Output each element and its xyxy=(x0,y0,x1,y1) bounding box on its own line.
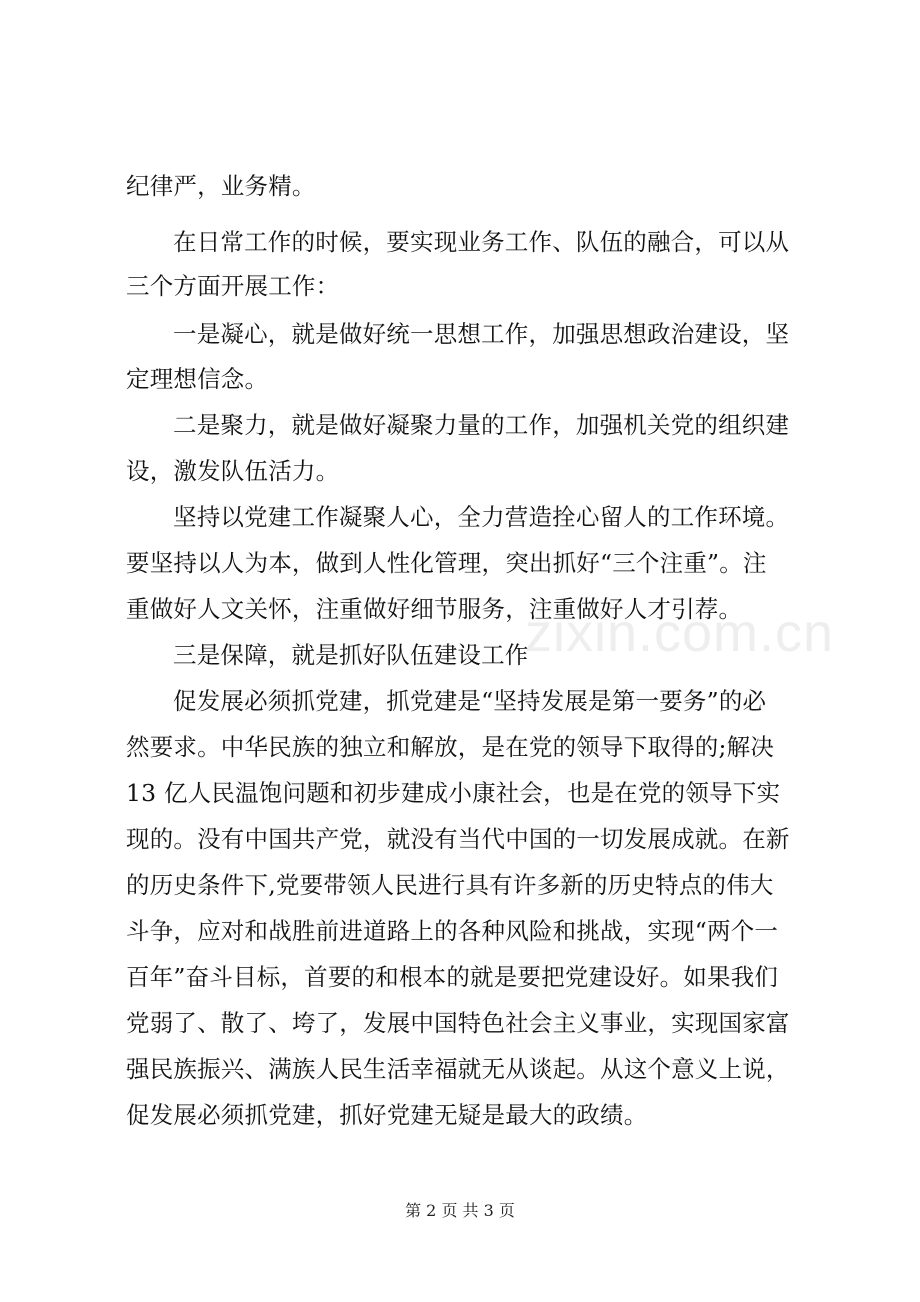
text-line: 设，激发队伍活力。 xyxy=(126,457,340,485)
text-line: 强民族振兴、满族人民生活幸福就无从谈起。从这个意义上说， xyxy=(126,1055,790,1083)
text-line: 一是凝心，就是做好统一思想工作，加强思想政治建设，坚 xyxy=(173,320,790,348)
text-line: 三是保障，就是抓好队伍建设工作 xyxy=(173,641,529,669)
text-line: 坚持以党建工作凝聚人心，全力营造拴心留人的工作环境。 xyxy=(173,503,790,531)
text-line: 促发展必须抓党建，抓好党建无疑是最大的政绩。 xyxy=(126,1101,648,1129)
text-line: 在日常工作的时候，要实现业务工作、队伍的融合，可以从 xyxy=(173,228,790,256)
text-line: 现的。没有中国共产党，就没有当代中国的一切发展成就。在新 xyxy=(126,825,790,853)
text-line: 的历史条件下,党要带领人民进行具有许多新的历史特点的伟大 xyxy=(126,871,774,899)
text-line: 三个方面开展工作： xyxy=(126,272,340,300)
text-line: 二是聚力，就是做好凝聚力量的工作，加强机关党的组织建 xyxy=(173,411,790,439)
text-line: 重做好人文关怀，注重做好细节服务，注重做好人才引荐。 xyxy=(126,595,743,623)
text-line: 斗争，应对和战胜前进道路上的各种风险和挑战，实现“两个一 xyxy=(126,917,779,945)
text-line: 百年”奋斗目标，首要的和根本的就是要把党建设好。如果我们 xyxy=(126,963,779,991)
text-line: 党弱了、散了、垮了，发展中国特色社会主义事业，实现国家富 xyxy=(126,1009,790,1037)
text-line: 然要求。中华民族的独立和解放，是在党的领导下取得的;解决 xyxy=(126,733,775,761)
text-line: 13 亿人民温饱问题和初步建成小康社会，也是在党的领导下实 xyxy=(126,779,781,807)
text-line: 定理想信念。 xyxy=(126,365,269,393)
text-line: 纪律严，业务精。 xyxy=(126,172,316,200)
watermark: zixin.com.cn xyxy=(525,603,835,663)
text-line: 促发展必须抓党建，抓党建是“坚持发展是第一要务”的必 xyxy=(173,687,767,715)
page-footer: 第 2 页 共 3 页 xyxy=(405,1201,515,1220)
text-line: 要坚持以人为本，做到人性化管理，突出抓好“三个注重”。注 xyxy=(126,549,767,577)
